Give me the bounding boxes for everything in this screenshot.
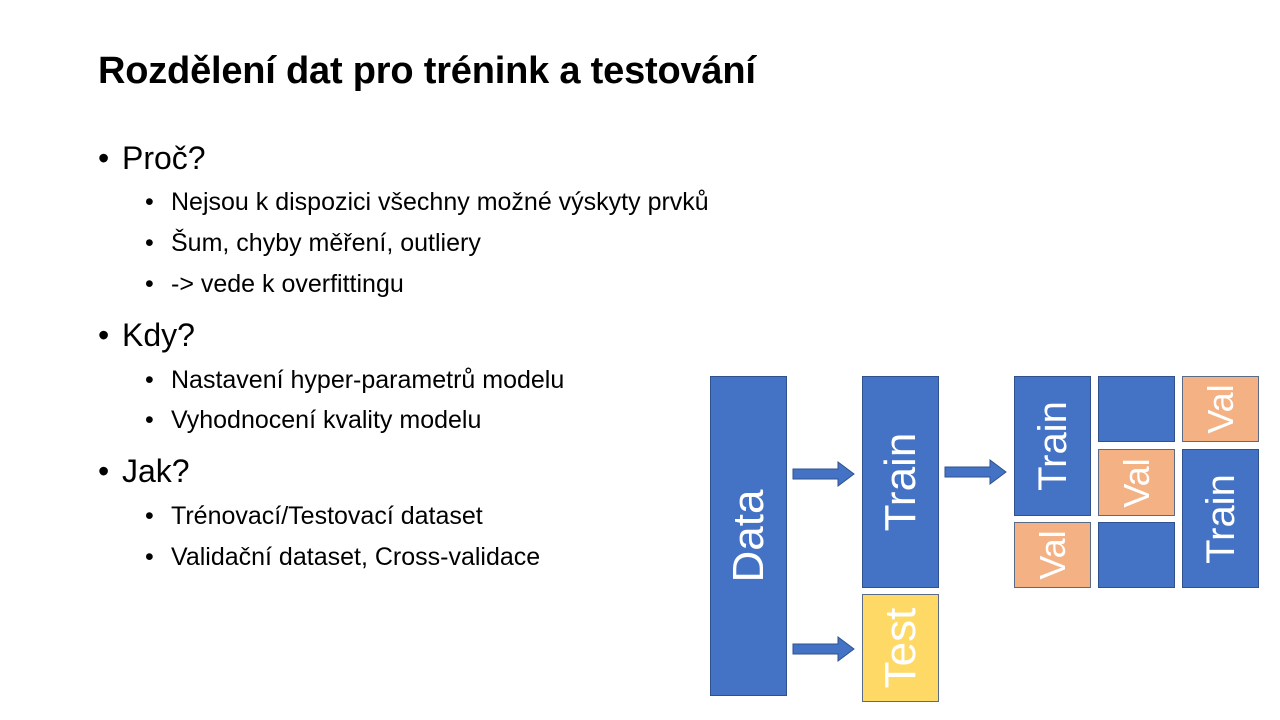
list-item [145, 366, 564, 395]
list-item-text: Validační dataset, Cross-validace [171, 543, 541, 571]
section-heading-text: Jak? [122, 453, 190, 489]
arrow-right-icon [792, 461, 856, 487]
fold1-val-box [1014, 522, 1091, 588]
bullet-icon: • [145, 270, 154, 298]
arrow-right-icon [792, 636, 856, 662]
fold2-train-box-bottom [1098, 522, 1175, 588]
bullet-icon: • [145, 366, 154, 394]
list-item [145, 406, 481, 435]
list-item [145, 502, 483, 531]
section-heading-jak [98, 453, 190, 490]
fold1-val-label: Val [1031, 530, 1073, 580]
list-item-text: -> vede k overfittingu [171, 270, 404, 298]
list-item-text: Vyhodnocení kvality modelu [171, 406, 482, 434]
bullet-icon: • [98, 140, 110, 176]
bullet-icon: • [98, 453, 110, 489]
bullet-icon: • [145, 502, 154, 530]
bullet-icon: • [145, 188, 154, 216]
train-box-label: Train [875, 432, 925, 532]
bullet-icon: • [98, 317, 110, 353]
fold1-train-label: Train [1030, 401, 1075, 491]
list-item-text: Šum, chyby měření, outliery [171, 229, 481, 257]
fold1-train-box [1014, 376, 1091, 516]
fold3-val-box [1182, 376, 1259, 442]
fold2-train-box-top [1098, 376, 1175, 442]
slide-title: Rozdělení dat pro trénink a testování [98, 50, 756, 92]
fold3-val-label: Val [1199, 384, 1241, 434]
bullet-icon: • [145, 406, 154, 434]
list-item [145, 543, 540, 572]
list-item [145, 270, 404, 299]
bullet-icon: • [145, 543, 154, 571]
fold2-val-label: Val [1115, 457, 1157, 508]
list-item-text: Nastavení hyper-parametrů modelu [171, 366, 565, 394]
section-heading-kdy [98, 317, 195, 354]
section-heading-text: Proč? [122, 140, 206, 176]
list-item-text: Nejsou k dispozici všechny možné výskyty prvků [171, 188, 709, 216]
arrow-right-icon [944, 459, 1008, 485]
train-box [862, 376, 939, 588]
list-item-text: Trénovací/Testovací dataset [171, 502, 483, 530]
fold2-val-box [1098, 449, 1175, 516]
list-item [145, 188, 709, 217]
data-box-label: Data [723, 489, 773, 583]
fold3-train-box [1182, 449, 1259, 588]
test-box [862, 594, 939, 702]
list-item [145, 229, 481, 258]
section-heading-text: Kdy? [122, 317, 195, 353]
fold3-train-label: Train [1198, 473, 1243, 564]
bullet-icon: • [145, 229, 154, 257]
test-box-label: Test [875, 607, 925, 689]
data-box [710, 376, 787, 696]
section-heading-proc [98, 140, 206, 177]
